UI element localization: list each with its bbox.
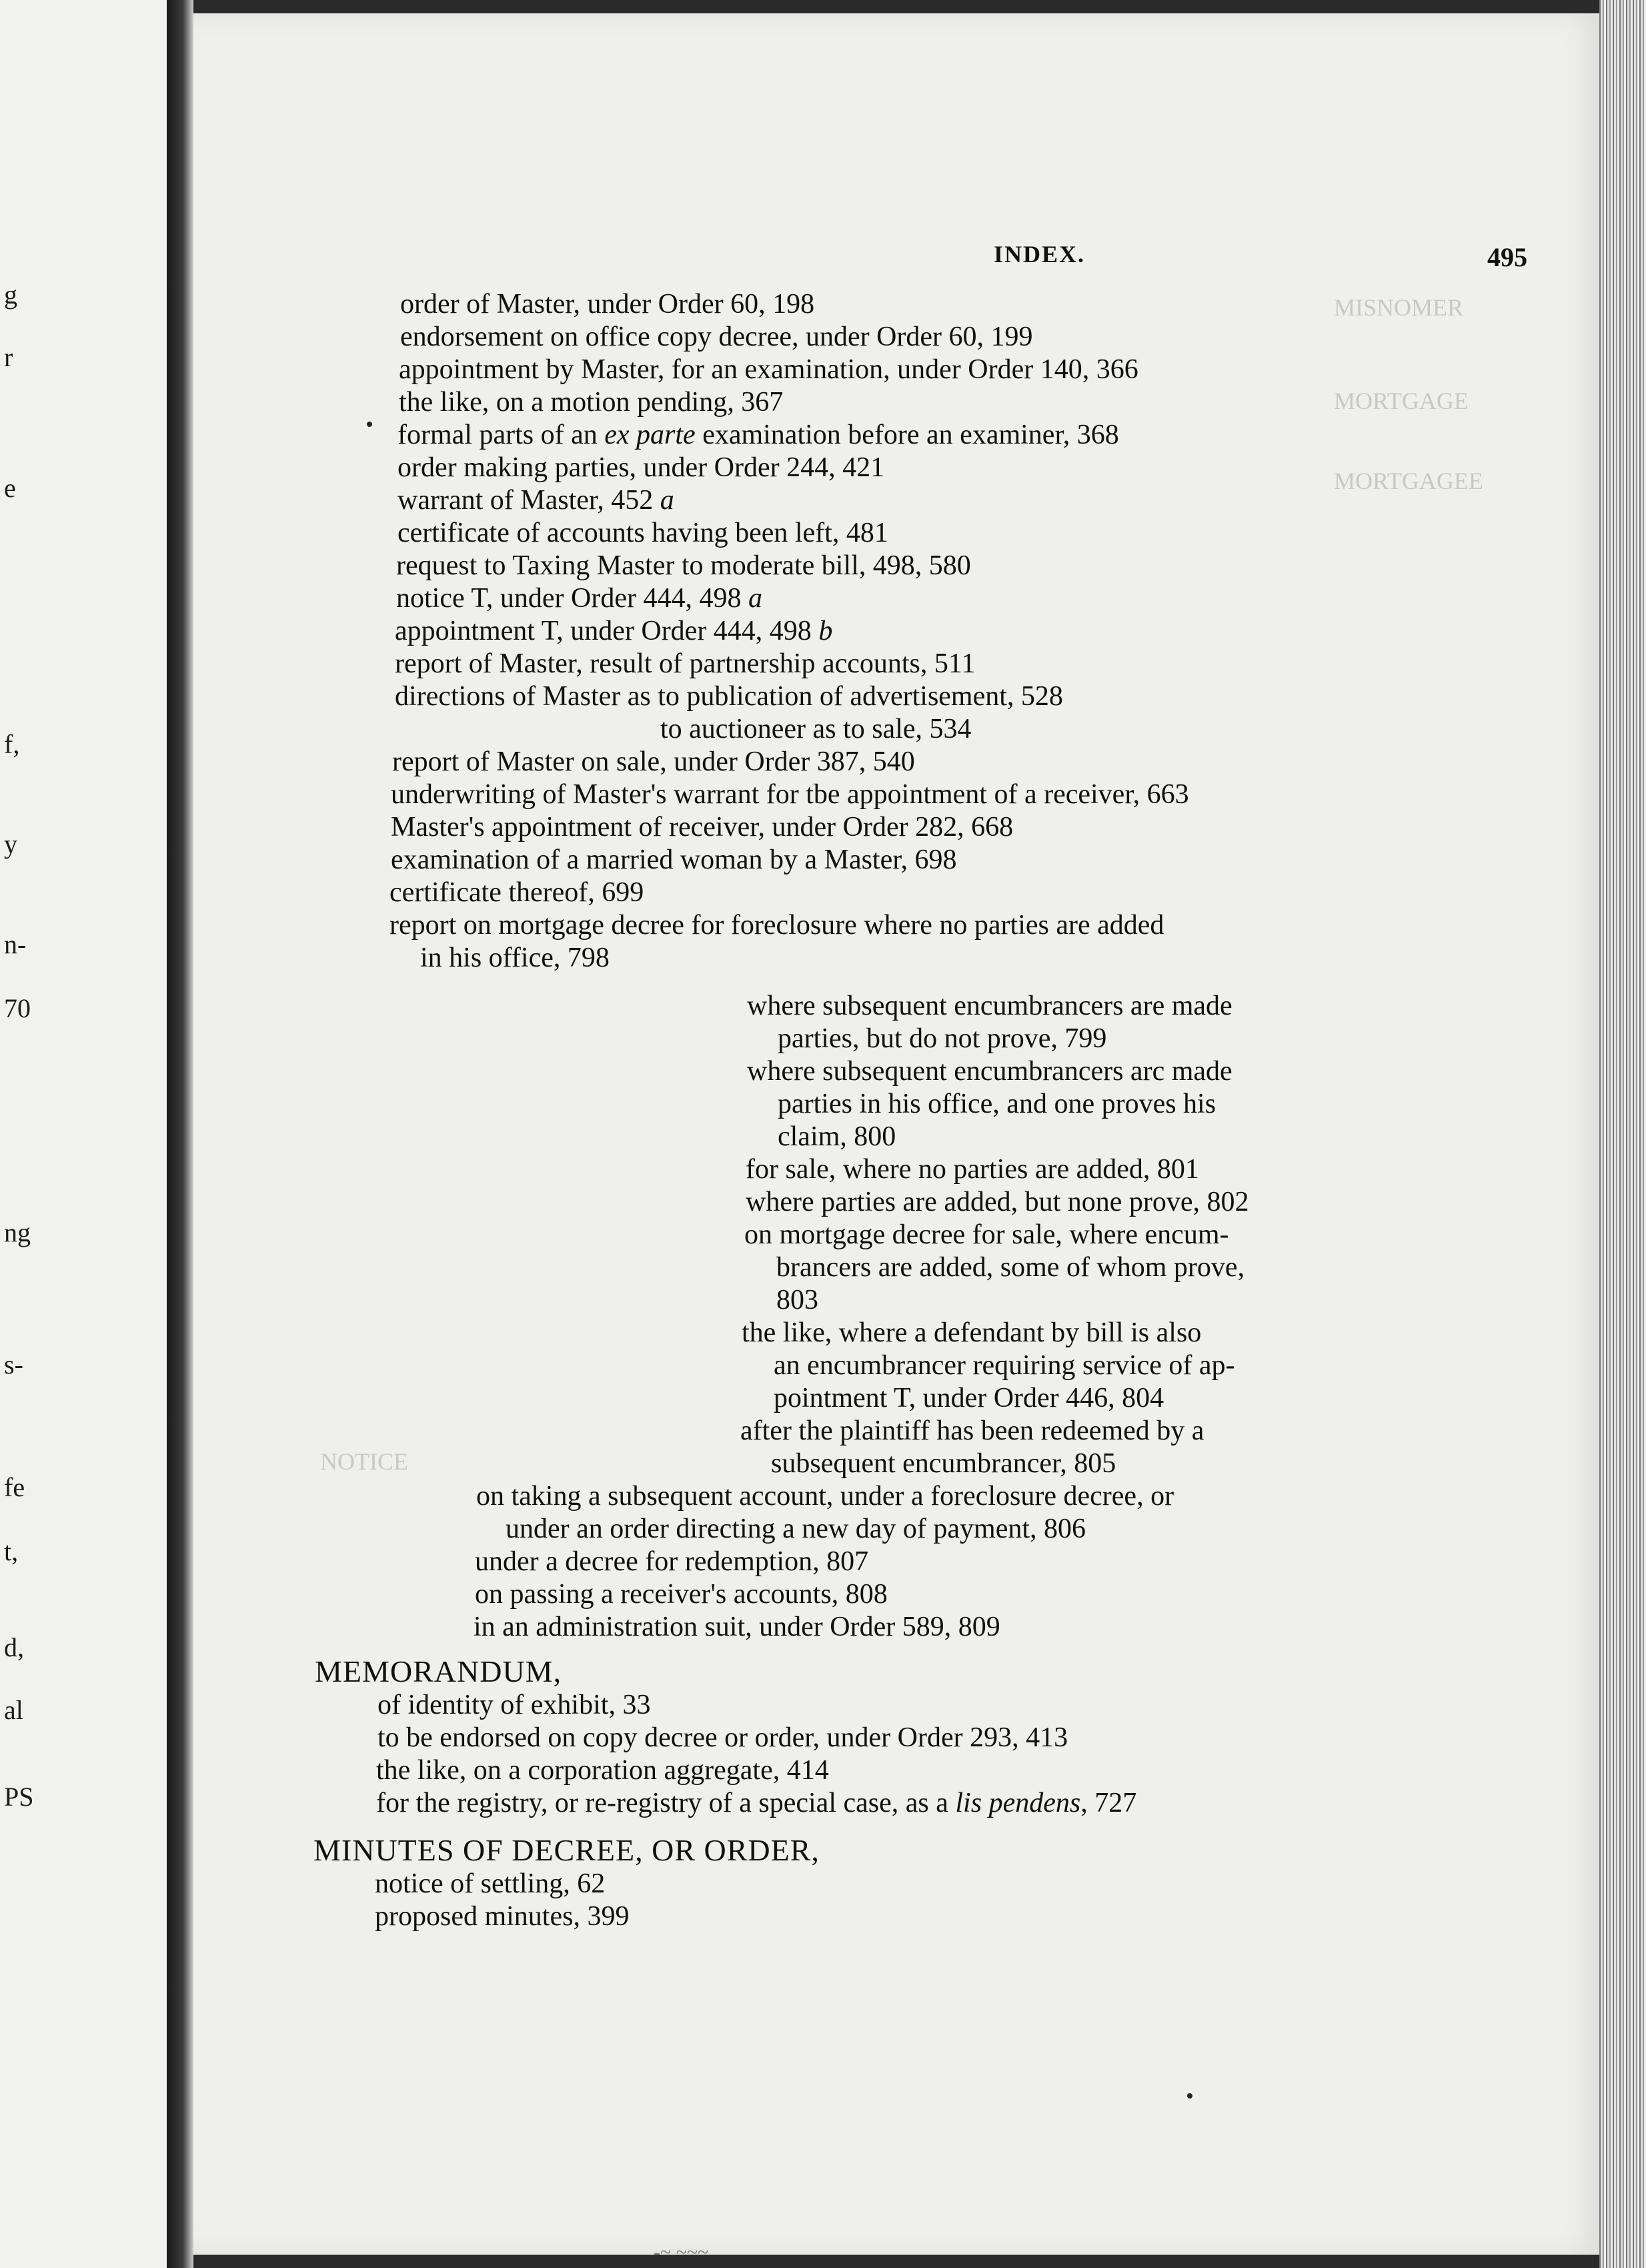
index-entry: endorsement on office copy decree, under Order 60, 199 xyxy=(400,322,1033,352)
index-heading: MEMORANDUM, xyxy=(315,1654,562,1688)
index-entry: formal parts of an ex parte examination before an examiner, 368 xyxy=(397,420,1119,450)
index-entry: for sale, where no parties are added, 801 xyxy=(746,1154,1199,1185)
index-entry: Master's appointment of receiver, under Order 282, 668 xyxy=(391,812,1014,842)
facing-text: y xyxy=(4,829,17,859)
index-entry: under a decree for redemption, 807 xyxy=(475,1546,869,1577)
facing-text: n- xyxy=(4,929,27,959)
facing-page-fragment xyxy=(0,0,167,2268)
ink-speck xyxy=(1187,2093,1192,2099)
facing-text: g xyxy=(4,279,17,310)
index-entry: parties in his office, and one proves his xyxy=(778,1089,1216,1119)
index-entry: subsequent encumbrancer, 805 xyxy=(771,1448,1116,1479)
index-entry: for the registry, or re-registry of a special case, as a lis pendens, 727 xyxy=(376,1788,1137,1818)
bleed-through-text: MORTGAGEE xyxy=(1334,468,1483,494)
ink-speck xyxy=(367,422,372,427)
running-head: INDEX. xyxy=(994,241,1086,267)
index-entry: appointment T, under Order 444, 498 b xyxy=(395,616,833,646)
index-entry: warrant of Master, 452 a xyxy=(397,485,674,516)
book-gutter xyxy=(167,0,193,2268)
index-entry: report on mortgage decree for foreclosure where no parties are added xyxy=(389,910,1164,941)
index-entry: certificate thereof, 699 xyxy=(389,877,644,908)
index-entry: underwriting of Master's warrant for tbe appointment of a receiver, 663 xyxy=(391,779,1189,810)
index-entry: where parties are added, but none prove, 802 xyxy=(746,1187,1249,1217)
index-entry: directions of Master as to publication of advertisement, 528 xyxy=(395,681,1063,712)
facing-text: al xyxy=(4,1695,23,1725)
index-entry: report of Master, result of partnership accounts, 511 xyxy=(395,648,976,679)
index-entry: request to Taxing Master to moderate bill, 498, 580 xyxy=(396,550,971,581)
bleed-through-text: MISNOMER xyxy=(1334,294,1464,321)
index-entry: after the plaintiff has been redeemed by a xyxy=(740,1415,1204,1446)
index-entry: parties, but do not prove, 799 xyxy=(778,1023,1107,1054)
page-edges xyxy=(1599,0,1646,2268)
index-entry: notice T, under Order 444, 498 a xyxy=(396,583,762,614)
index-entry: in an administration suit, under Order 589, 809 xyxy=(474,1612,1000,1642)
index-entry: where subsequent encumbrancers are made xyxy=(747,991,1232,1021)
index-entry: on mortgage decree for sale, where encum- xyxy=(744,1219,1229,1250)
index-entry: the like, where a defendant by bill is also xyxy=(742,1317,1202,1348)
index-entry: certificate of accounts having been left, 481 xyxy=(397,518,888,548)
index-entry: 803 xyxy=(776,1285,818,1315)
index-entry: brancers are added, some of whom prove, xyxy=(776,1252,1245,1283)
index-entry: the like, on a motion pending, 367 xyxy=(399,387,784,418)
facing-text: PS xyxy=(4,1782,34,1812)
index-page xyxy=(193,13,1607,2255)
index-entry: of identity of exhibit, 33 xyxy=(377,1690,651,1720)
index-entry: where subsequent encumbrancers arc made xyxy=(747,1056,1232,1087)
index-heading: MINUTES OF DECREE, OR ORDER, xyxy=(313,1833,820,1867)
facing-text: ng xyxy=(4,1217,31,1247)
facing-text: fe xyxy=(4,1472,25,1502)
index-entry: on passing a receiver's accounts, 808 xyxy=(475,1579,888,1610)
facing-text: t, xyxy=(4,1536,19,1566)
index-entry: the like, on a corporation aggregate, 414 xyxy=(376,1755,829,1786)
bleed-through-text: MORTGAGE xyxy=(1334,388,1469,414)
index-entry: examination of a married woman by a Master, 698 xyxy=(391,844,957,875)
index-entry: notice of settling, 62 xyxy=(375,1868,606,1899)
index-entry: claim, 800 xyxy=(778,1121,896,1152)
facing-text: r xyxy=(4,342,13,372)
index-entry: an encumbrancer requiring service of ap- xyxy=(774,1350,1235,1381)
page-number: 495 xyxy=(1487,242,1527,272)
index-entry: report of Master on sale, under Order 387, 540 xyxy=(392,746,915,777)
index-entry: pointment T, under Order 446, 804 xyxy=(774,1383,1164,1413)
bleed-through-text: NOTICE xyxy=(320,1448,408,1475)
index-entry: under an order directing a new day of payment, 806 xyxy=(506,1514,1086,1544)
facing-text: d, xyxy=(4,1632,24,1662)
facing-text: f, xyxy=(4,729,20,759)
index-entry: to auctioneer as to sale, 534 xyxy=(660,714,972,744)
index-entry: to be endorsed on copy decree or order, under Order 293, 413 xyxy=(377,1722,1068,1753)
facing-text: 70 xyxy=(4,993,31,1023)
index-entry: appointment by Master, for an examination, under Order 140, 366 xyxy=(399,354,1138,385)
index-entry: order of Master, under Order 60, 198 xyxy=(400,289,815,320)
index-entry: order making parties, under Order 244, 421 xyxy=(397,452,885,483)
footer-stamp: -~ ~~~ xyxy=(654,2241,709,2255)
index-entry: proposed minutes, 399 xyxy=(375,1901,630,1932)
facing-text: e xyxy=(4,473,16,503)
index-entry: on taking a subsequent account, under a foreclosure decree, or xyxy=(476,1481,1174,1512)
index-entry: in his office, 798 xyxy=(420,943,610,973)
facing-text: s- xyxy=(4,1349,23,1379)
